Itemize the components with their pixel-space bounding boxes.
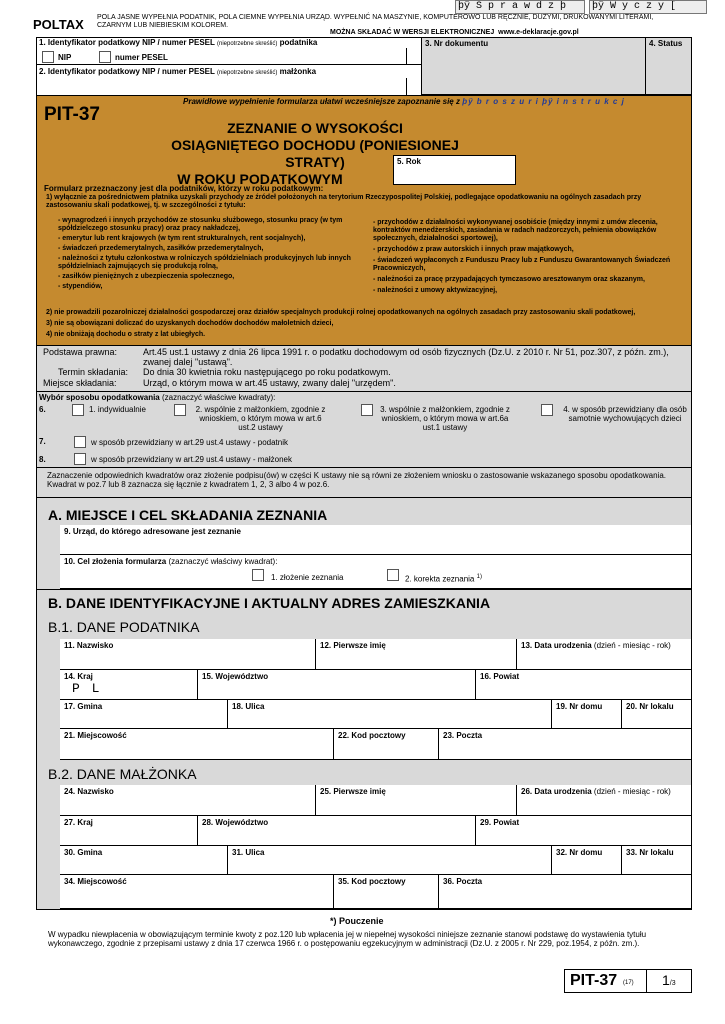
birth-date-label: 13. Data urodzenia <box>521 641 592 650</box>
spouse-country-label: 27. Kraj <box>64 818 93 827</box>
house-number-label: 19. Nr domu <box>556 702 603 711</box>
pesel-label: numer PESEL <box>115 53 168 62</box>
point-4: 4) nie obniżają dochodu o straty z lat ubiegłych. <box>46 331 206 338</box>
spouse-county-field[interactable] <box>476 816 692 846</box>
footer-version: (17) <box>623 980 634 986</box>
list-right-1: - przychodów z działalności wykonywanej osobiście (między innymi z umów zlecenia, kontraktów menedżerskich, zasiadania w radach nadzorczych, pełnienia obowiązków społecznych, działalności sportowej), <box>373 219 658 242</box>
spouse-country-field[interactable] <box>60 816 198 846</box>
birth-date-note: (dzień - miesiąc - rok) <box>593 641 671 650</box>
id1-suffix: podatnika <box>279 38 318 47</box>
purpose-field <box>60 555 692 589</box>
income-list-right <box>373 219 683 295</box>
nip-label: NIP <box>58 53 72 62</box>
status-label: 4. Status <box>649 39 683 48</box>
electronic-text: MOŻNA SKŁADAĆ W WERSJI ELEKTRONICZNEJ <box>330 29 495 36</box>
first-name-label: 12. Pierwsze imię <box>320 641 386 650</box>
point-2: 2) nie prowadzili pozarolniczej działalności gospodarczej oraz działów specjalnych produkcji rolnej opodatkowanych na ogólnych zasadach przy zastosowaniu skali podatkowej, <box>46 309 636 316</box>
method-note-block <box>36 468 692 498</box>
field-7-number: 7. <box>39 437 46 446</box>
spouse-surname-field[interactable] <box>60 785 316 816</box>
method-title-text: Wybór sposobu opodatkowania <box>39 393 160 402</box>
tax-office-label: 9. Urząd, do którego adresowane jest zeznanie <box>64 527 241 536</box>
spouse-street-label: 31. Ulica <box>232 848 265 857</box>
method-joint-label: 2. wspólnie z małżonkiem, zgodnie z wnioskiem, o którym mowa w art.6 ust.2 ustawy <box>195 405 326 432</box>
page-current: 1 <box>662 972 670 988</box>
id1-label <box>39 38 317 49</box>
title-line-3: W ROKU PODATKOWYM <box>177 171 343 187</box>
section-b1-title: B.1. DANE PODATNIKA <box>48 619 200 635</box>
id2-label-text: 2. Identyfikator podatkowy NIP / numer PESEL <box>39 67 215 76</box>
city-field[interactable] <box>60 729 334 760</box>
surname-field[interactable] <box>60 639 316 670</box>
spouse-first-name-field[interactable] <box>316 785 517 816</box>
city-label: 21. Miejscowość <box>64 731 127 740</box>
id2-suffix: małżonka <box>279 67 317 76</box>
flat-number-field[interactable] <box>622 700 692 729</box>
spouse-postal-code-label: 35. Kod pocztowy <box>338 877 406 886</box>
correction-checkbox[interactable] <box>387 569 399 581</box>
birth-date-field[interactable] <box>517 639 692 670</box>
hint-text: Prawidłowe wypełnienie formularza ułatwi wcześniejsze zapoznanie się z <box>183 97 460 106</box>
id-divider <box>406 48 407 65</box>
list-left-6: - stypendiów, <box>58 283 103 290</box>
submission-label: 1. złożenie zeznania <box>271 573 344 582</box>
deadline-label: Termin składania: <box>58 367 129 377</box>
list-left-1: - wynagrodzeń i innych przychodów ze stosunku służbowego, stosunku pracy (w tym spółdzielczego stosunku pracy) oraz pracy nakładczej, <box>58 217 343 232</box>
point-3: 3) nie są obowiązani doliczać do uzyskanych dochodów dochodów małoletnich dzieci, <box>46 320 334 327</box>
title-line-1: ZEZNANIE O WYSOKOŚCI <box>227 120 403 136</box>
method-title <box>39 393 275 402</box>
voivodeship-field[interactable] <box>198 670 476 700</box>
field-8-number: 8. <box>39 455 46 464</box>
country-label: 14. Kraj <box>64 672 93 681</box>
basis-label: Podstawa prawna: <box>43 347 118 357</box>
list-left-3: - świadczeń przedemerytalnych, zasiłków przedemerytalnych, <box>58 245 264 252</box>
list-right-2: - przychodów z praw autorskich i innych praw majątkowych, <box>373 246 574 253</box>
method-art29-taxpayer-label: w sposób przewidziany w art.29 ust.4 ustawy - podatnik <box>91 438 288 447</box>
voivodeship-label: 15. Województwo <box>202 672 269 681</box>
year-label: 5. Rok <box>397 157 422 166</box>
postal-code-label: 22. Kod pocztowy <box>338 731 406 740</box>
point-1: 1) wyłącznie za pośrednictwem płatnika uzyskali przychody ze źródeł położonych na terytorium Rzeczypospolitej Polskiej, podlegające opodatkowaniu na ogólnych zasadach przy zastosowaniu skali podatkowej, tj. w szczególności z tytułu: <box>46 194 642 209</box>
poltax-label: POLTAX <box>33 17 84 32</box>
spouse-city-field[interactable] <box>60 875 334 909</box>
hint-line <box>183 97 625 106</box>
nip-checkbox[interactable] <box>42 51 54 63</box>
list-right-5: - należności z umowy aktywizacyjnej, <box>373 287 498 294</box>
method-note-text: Zaznaczenie odpowiednich kwadratów oraz złożenie podpisu(ów) w części K ustawy nie są równi ze złożeniem wniosku o zastosowanie wskazanego sposobu opodatkowania. Kwadrat w poz.7 lub 8 zaznacza się łącznie z kwadratem 1, 2, 3 albo 4 w poz.6. <box>47 471 666 489</box>
country-field[interactable] <box>60 670 198 700</box>
clear-button[interactable]: þÿ W y c z y [ <box>589 0 707 14</box>
post-office-label: 23. Poczta <box>443 731 483 740</box>
spouse-birth-date-field[interactable] <box>517 785 692 816</box>
footer-divider <box>646 969 647 993</box>
spouse-county-label: 29. Powiat <box>480 818 520 827</box>
pesel-checkbox[interactable] <box>99 51 111 63</box>
edeklaracje-url: www.e-deklaracje.gov.pl <box>498 29 579 36</box>
spouse-surname-label: 24. Nazwisko <box>64 787 114 796</box>
id1-label-text: 1. Identyfikator podatkowy NIP / numer PESEL <box>39 38 215 47</box>
spouse-voivodeship-field[interactable] <box>198 816 476 846</box>
intended-text: Formularz przeznaczony jest dla podatników, którzy w roku podatkowym: <box>44 184 324 193</box>
basis-text: Art.45 ust.1 ustawy z dnia 26 lipca 1991 r. o podatku dochodowym od osób fizycznych (Dz.U. z 2010 r. Nr 51, poz.307, z późn. zm.), zwanej dalej "ustawą". <box>143 347 669 367</box>
method-joint-6a-checkbox[interactable] <box>361 404 373 416</box>
purpose-label: 10. Cel złożenia formularza <box>64 557 167 566</box>
spouse-birth-date-label: 26. Data urodzenia <box>521 787 592 796</box>
submission-checkbox[interactable] <box>252 569 264 581</box>
spouse-first-name-label: 25. Pierwsze imię <box>320 787 386 796</box>
brochure-link[interactable]: þÿ b r o s z u r i þÿ i n s t r u k c j <box>462 97 625 106</box>
doc-number-field <box>421 37 646 95</box>
spouse-birth-date-note: (dzień - miesiąc - rok) <box>593 787 671 796</box>
country-value: P L <box>72 681 102 696</box>
method-art29-spouse-checkbox[interactable] <box>74 453 86 465</box>
house-number-field[interactable] <box>552 700 622 729</box>
method-single-parent-checkbox[interactable] <box>541 404 553 416</box>
place-text: Urząd, o którym mowa w art.45 ustawy, zwany dalej "urzędem". <box>143 378 396 388</box>
id2-note: (niepotrzebne skreślić) <box>216 70 278 76</box>
doc-number-label: 3. Nr dokumentu <box>425 39 489 48</box>
postal-code-field[interactable] <box>334 729 439 760</box>
income-list-left <box>58 217 358 291</box>
spouse-voivodeship-label: 28. Województwo <box>202 818 269 827</box>
form-code: PIT-37 <box>44 104 100 125</box>
county-label: 16. Powiat <box>480 672 520 681</box>
fill-instructions: POLA JASNE WYPEŁNIA PODATNIK, POLA CIEMNE WYPEŁNIA URZĄD. WYPEŁNIĆ NA MASZYNIE, KOMPUTEROWO LUB RĘCZNIE, DUŻYMI, DRUKOWANYMI LITERAMI, CZARNYM LUB NIEBIESKIM KOLOREM. <box>97 14 654 29</box>
id2-divider <box>406 78 407 95</box>
section-a-title: A. MIEJSCE I CEL SKŁADANIA ZEZNANIA <box>48 507 328 523</box>
spouse-postal-code-field[interactable] <box>334 875 439 909</box>
method-art29-spouse-label: w sposób przewidziany w art.29 ust.4 ustawy - małżonek <box>91 455 292 464</box>
spouse-post-office-label: 36. Poczta <box>443 877 483 886</box>
method-individual-checkbox[interactable] <box>72 404 84 416</box>
footer-form-code: PIT-37 <box>570 972 618 989</box>
id-separator <box>36 64 422 65</box>
id1-note: (niepotrzebne skreślić) <box>216 41 278 47</box>
spouse-street-field[interactable] <box>228 846 552 875</box>
list-left-4: - należności z tytułu członkostwa w rolniczych spółdzielniach produkcyjnych lub innych spółdzielniach zajmujących się produkcją rolną, <box>58 255 351 270</box>
year-field[interactable] <box>393 155 516 185</box>
county-field[interactable] <box>476 670 692 700</box>
method-individual-label: 1. indywidualnie <box>89 405 146 414</box>
list-right-4: - należności za pracę przypadających tymczasowo aresztowanym oraz skazanym, <box>373 276 645 283</box>
page-number <box>662 972 676 988</box>
flat-number-label: 20. Nr lokalu <box>626 702 674 711</box>
method-single-parent-label: 4. w sposób przewidziany dla osób samotnie wychowujących dzieci <box>563 405 687 423</box>
electronic-note <box>330 29 579 37</box>
status-field <box>645 37 692 95</box>
spouse-commune-label: 30. Gmina <box>64 848 103 857</box>
correction-label <box>405 573 482 584</box>
id2-label <box>39 67 316 78</box>
post-office-field[interactable] <box>439 729 692 760</box>
surname-label: 11. Nazwisko <box>64 641 114 650</box>
notice-title: *) Pouczenie <box>330 916 384 926</box>
list-right-3: - świadczeń wypłaconych z Funduszu Pracy lub z Funduszu Gwarantowanych Świadczeń Pracowniczych, <box>373 257 671 272</box>
correction-label-text: 2. korekta zeznania <box>405 574 475 584</box>
commune-field[interactable] <box>60 700 228 729</box>
place-label: Miejsce składania: <box>43 378 117 388</box>
street-field[interactable] <box>228 700 552 729</box>
spouse-post-office-field[interactable] <box>439 875 692 909</box>
method-joint-6a-label: 3. wspólnie z małżonkiem, zgodnie z wnioskiem, o którym mowa w art.6a ust.1 ustawy <box>380 405 510 432</box>
notice-text: W wypadku niewpłacenia w obowiązującym terminie kwoty z poz.120 lub wpłacenia jej w niepełnej wysokości niniejsze zeznanie stanowi podstawę do wystawienia tytułu wykonawczego, zgodnie z przepisami ustawy z dnia 17 czerwca 1966 r. o postępowaniu egzekucyjnym w administracji (Dz.U. z 2005 r. Nr 229, poz.1954, z późn. zm.). <box>48 930 647 948</box>
spouse-house-number-field[interactable] <box>552 846 622 875</box>
deadline-text: Do dnia 30 kwietnia roku następującego po roku podatkowym. <box>143 367 391 377</box>
spouse-city-label: 34. Miejscowość <box>64 877 127 886</box>
street-label: 18. Ulica <box>232 702 265 711</box>
section-b2-title: B.2. DANE MAŁŻONKA <box>48 766 197 782</box>
tax-office-field[interactable] <box>60 525 692 555</box>
spouse-house-number-label: 32. Nr domu <box>556 848 603 857</box>
purpose-note: (zaznaczyć właściwy kwadrat): <box>168 557 278 566</box>
check-button[interactable]: þÿ S p r a w d z þ <box>455 0 585 14</box>
commune-label: 17. Gmina <box>64 702 103 711</box>
section-b-title: B. DANE IDENTYFIKACYJNE I AKTUALNY ADRES ZAMIESZKANIA <box>48 595 491 611</box>
spouse-commune-field[interactable] <box>60 846 228 875</box>
spouse-flat-number-field[interactable] <box>622 846 692 875</box>
page-total: /3 <box>669 980 676 987</box>
method-joint-checkbox[interactable] <box>174 404 186 416</box>
list-left-5: - zasiłków pieniężnych z ubezpieczenia społecznego, <box>58 273 235 280</box>
method-note: (zaznaczyć właściwe kwadraty): <box>161 393 276 402</box>
list-left-2: - emerytur lub rent krajowych (w tym rent strukturalnych, rent socjalnych), <box>58 235 306 242</box>
first-name-field[interactable] <box>316 639 517 670</box>
spouse-flat-number-label: 33. Nr lokalu <box>626 848 674 857</box>
field-6-number: 6. <box>39 405 46 414</box>
title-line-2: OSIĄGNIĘTEGO DOCHODU (PONIESIONEJ STRATY) <box>171 137 459 170</box>
correction-footnote: 1) <box>476 574 482 580</box>
method-art29-taxpayer-checkbox[interactable] <box>74 436 86 448</box>
